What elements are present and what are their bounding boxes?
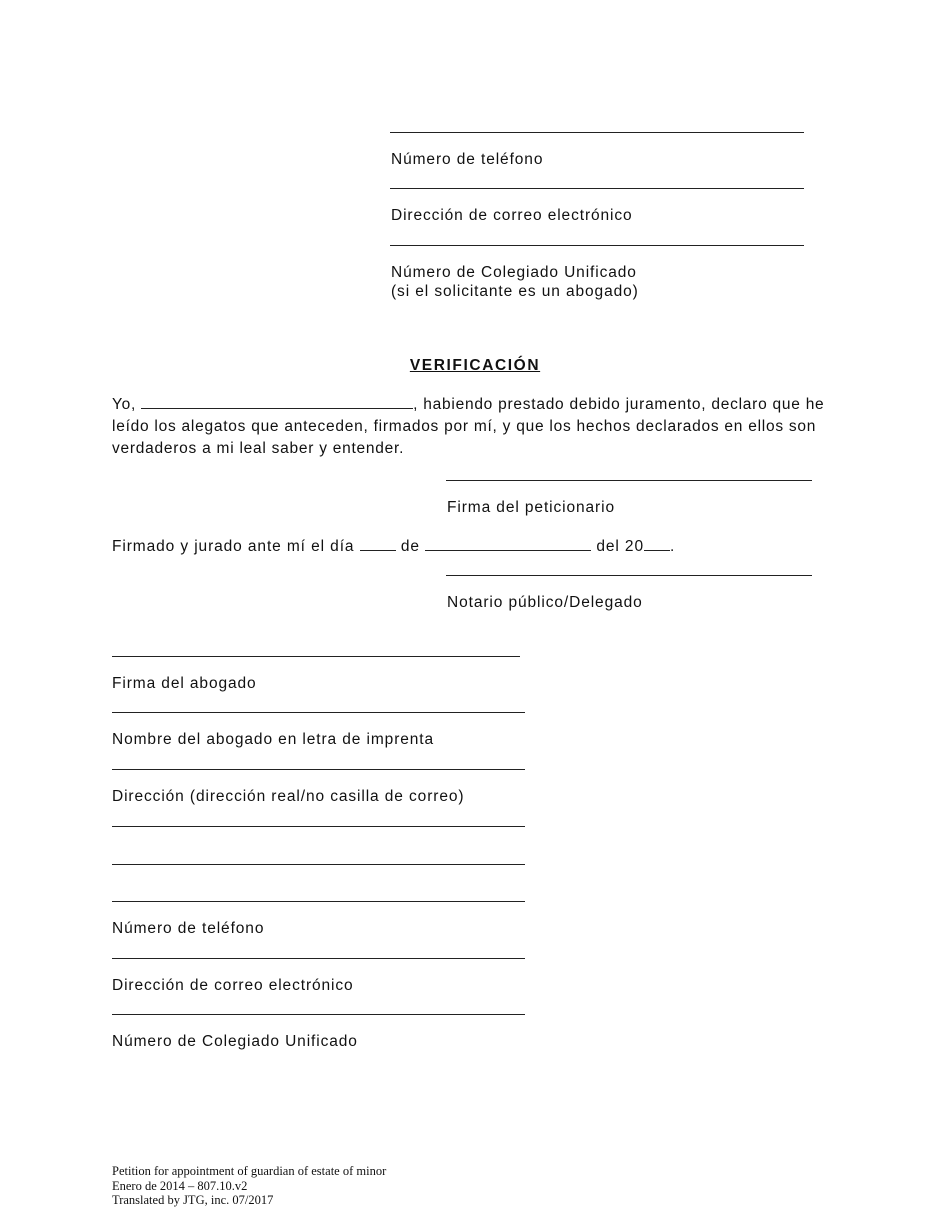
sworn-prefix: Firmado y jurado ante mí el día [112,538,355,555]
attorney-signature-label: Firma del abogado [112,675,257,692]
attorney-bar-number-label: Número de Colegiado Unificado [112,1033,358,1050]
footer-translation-credit: Translated by JTG, inc. 07/2017 [112,1193,274,1207]
attorney-bar-number-line[interactable] [112,1014,525,1015]
month-blank[interactable] [425,536,591,551]
email-label: Dirección de correo electrónico [391,207,633,224]
form-footer [112,1164,386,1208]
declarant-name-blank[interactable] [141,394,413,409]
verification-statement [112,394,832,460]
statement-body: , habiendo prestado debido juramento, declaro que he leído los alegatos que anteceden, firmados por mí, y que los hechos declarados en ellos son verdaderos a mi leal saber y entender. [112,396,825,457]
verification-title: VERIFICACIÓN [409,357,541,374]
sworn-statement [112,536,675,556]
statement-prefix: Yo, [112,396,137,413]
attorney-address-line[interactable] [112,769,525,770]
footer-form-version: Enero de 2014 – 807.10.v2 [112,1178,248,1193]
email-signature-line[interactable] [390,188,804,189]
sworn-end: . [669,538,676,555]
phone-signature-line[interactable] [390,132,804,133]
attorney-phone-line[interactable] [112,901,525,902]
notary-signature-line[interactable] [446,575,812,576]
sworn-year-prefix: del 20 [596,538,644,555]
petitioner-signature-label: Firma del peticionario [447,499,615,516]
footer-form-title: Petition for appointment of guardian of estate of minor [112,1164,387,1178]
bar-number-note: (si el solicitante es un abogado) [391,283,639,300]
sworn-of: de [400,538,420,555]
attorney-phone-label: Número de teléfono [112,920,265,937]
attorney-signature-line[interactable] [112,656,520,657]
day-blank[interactable] [360,536,396,551]
attorney-address-line-3[interactable] [112,864,525,865]
phone-label: Número de teléfono [391,151,544,168]
attorney-name-label: Nombre del abogado en letra de imprenta [112,731,435,748]
bar-number-label: Número de Colegiado Unificado [391,264,637,281]
attorney-address-label: Dirección (dirección real/no casilla de correo) [112,788,465,805]
notary-label: Notario público/Delegado [447,594,643,611]
bar-number-signature-line[interactable] [390,245,804,246]
year-blank[interactable] [644,536,670,551]
attorney-email-label: Dirección de correo electrónico [112,977,354,994]
attorney-name-line[interactable] [112,712,525,713]
attorney-address-line-2[interactable] [112,826,525,827]
attorney-email-line[interactable] [112,958,525,959]
petitioner-signature-line[interactable] [446,480,812,481]
